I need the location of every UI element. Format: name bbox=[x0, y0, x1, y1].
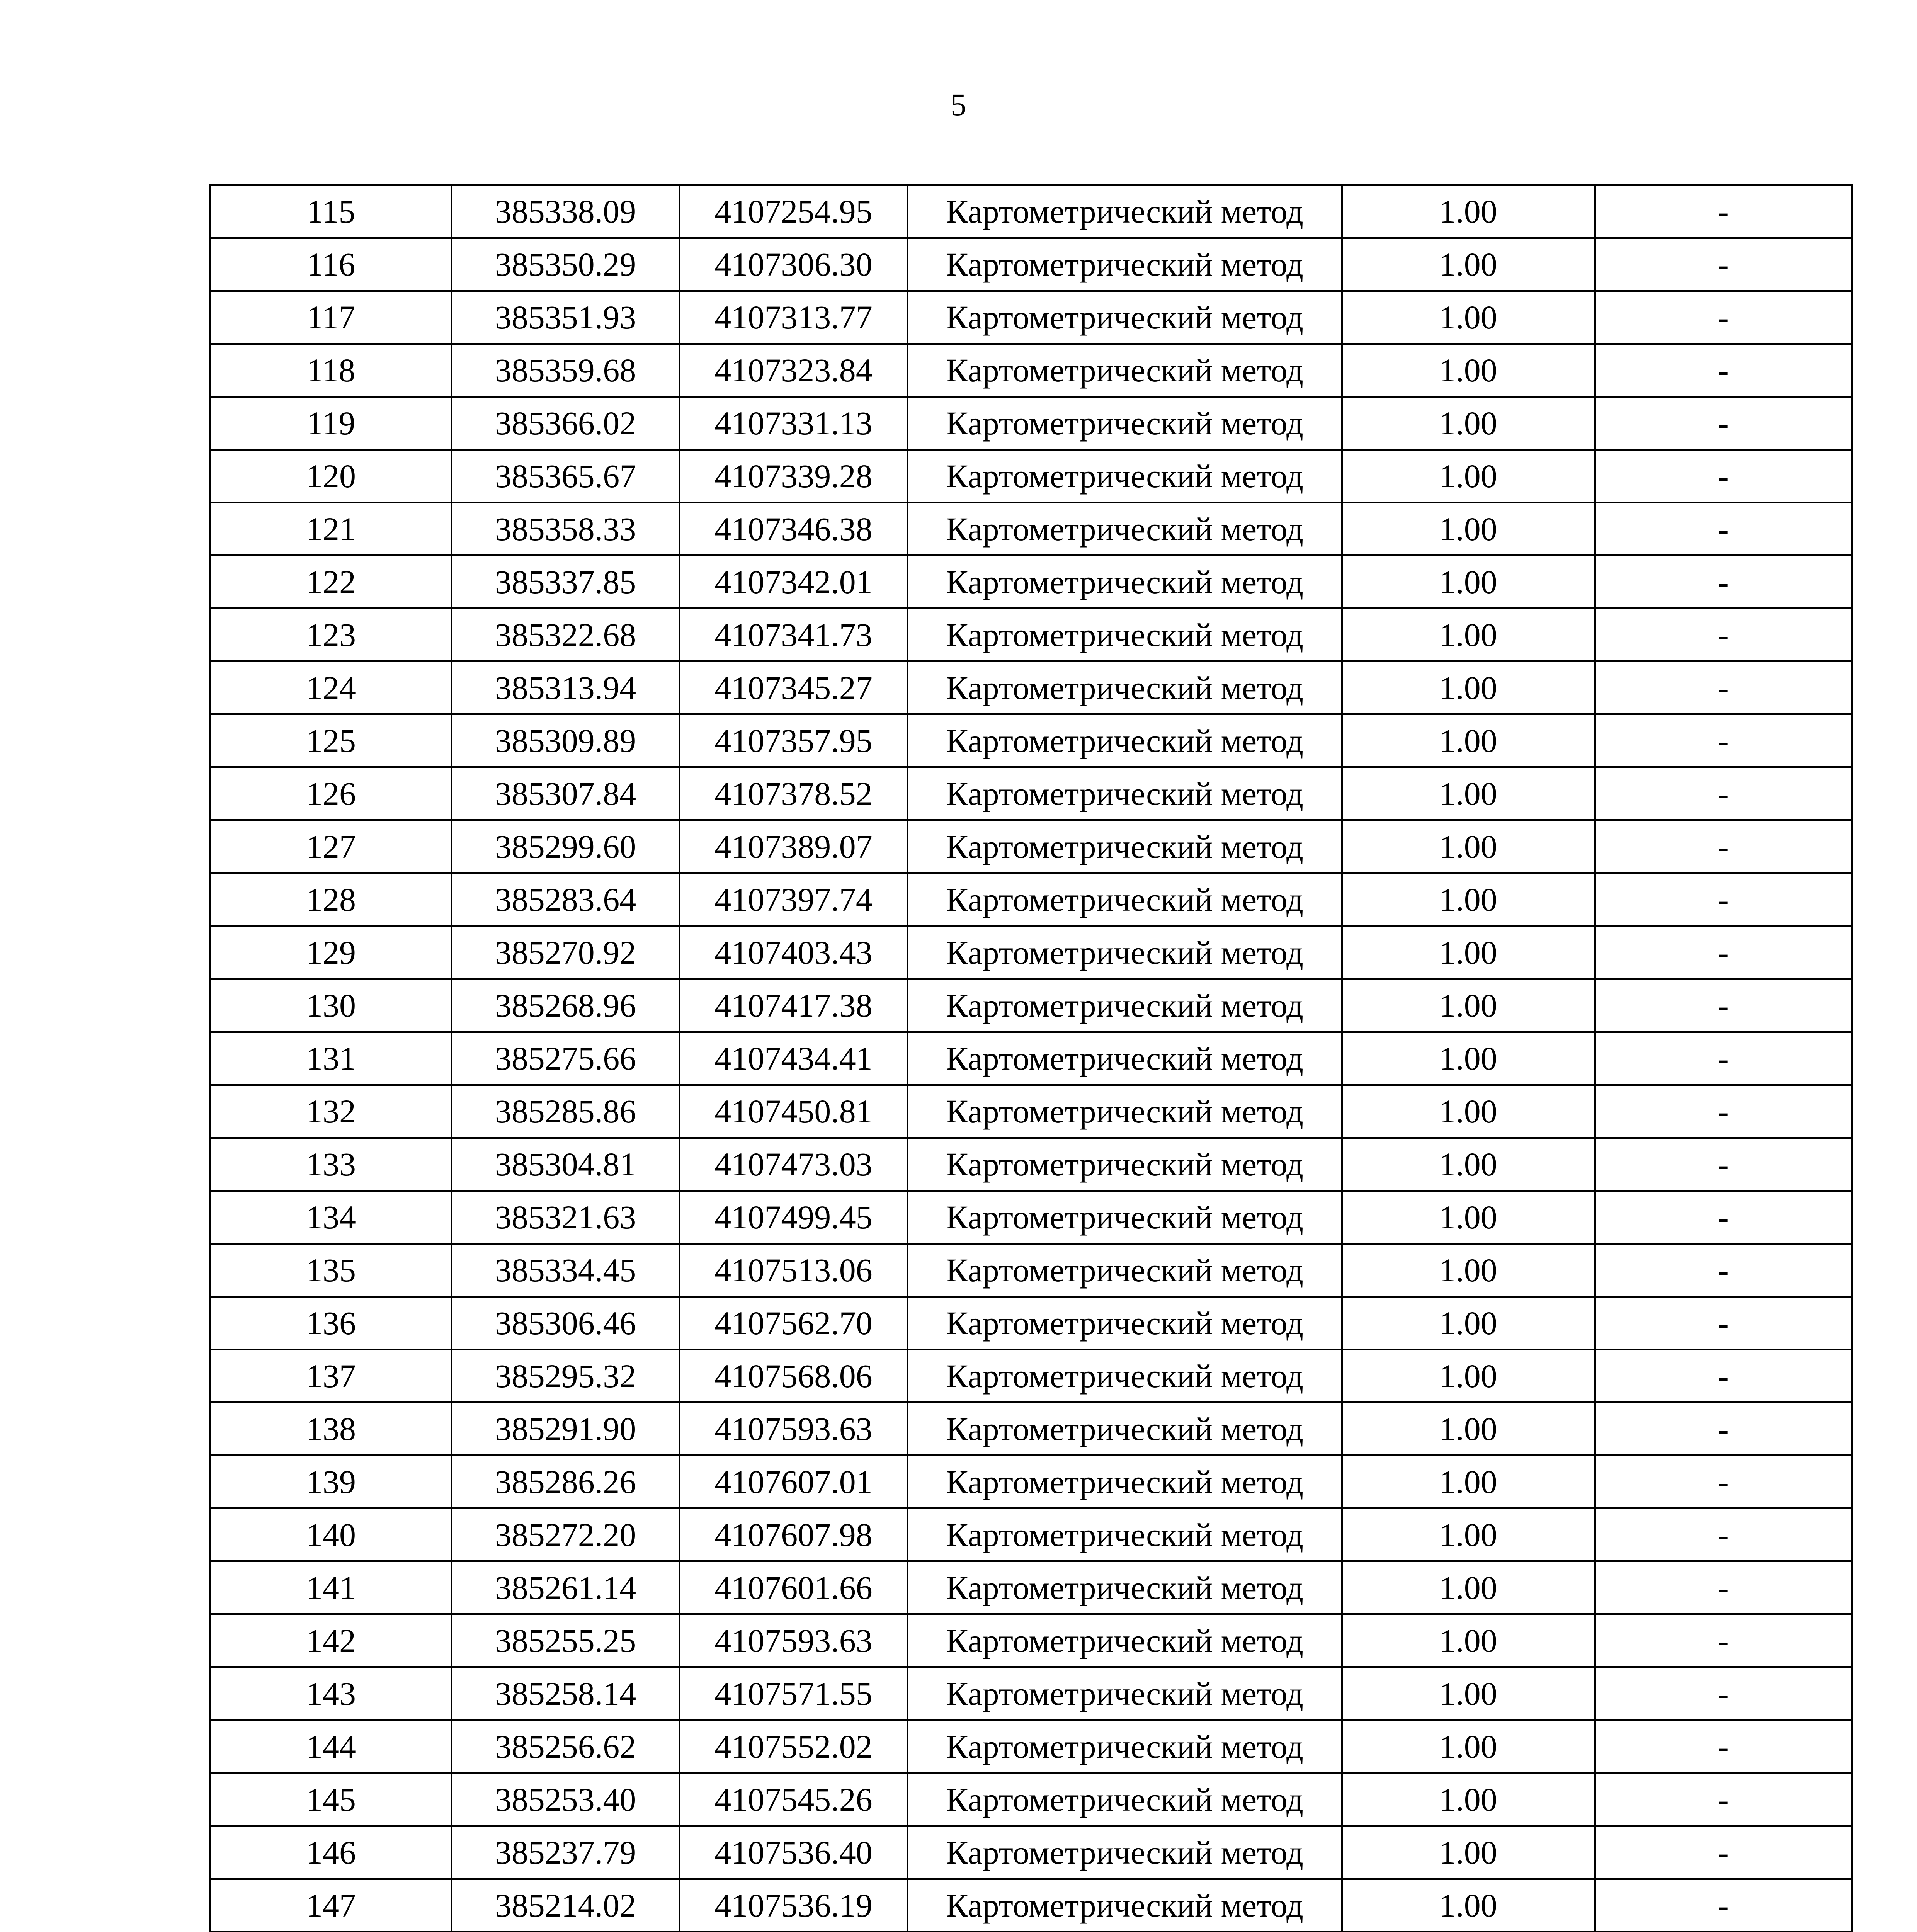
description-cell: - bbox=[1595, 1456, 1852, 1509]
point-number-cell: 137 bbox=[211, 1350, 452, 1403]
table-row bbox=[211, 662, 1852, 714]
table-row bbox=[211, 714, 1852, 767]
table-row bbox=[211, 1297, 1852, 1350]
description-cell: - bbox=[1595, 397, 1852, 450]
method-cell: Картометрический метод bbox=[908, 185, 1342, 238]
table-row bbox=[211, 397, 1852, 450]
accuracy-cell: 1.00 bbox=[1342, 1456, 1595, 1509]
y-coordinate-cell: 4107536.40 bbox=[680, 1826, 908, 1879]
method-cell: Картометрический метод bbox=[908, 1350, 1342, 1403]
point-number-cell: 143 bbox=[211, 1667, 452, 1720]
description-cell: - bbox=[1595, 979, 1852, 1032]
accuracy-cell: 1.00 bbox=[1342, 1403, 1595, 1456]
x-coordinate-cell: 385334.45 bbox=[452, 1244, 680, 1297]
x-coordinate-cell: 385272.20 bbox=[452, 1509, 680, 1561]
table-row bbox=[211, 291, 1852, 344]
method-cell: Картометрический метод bbox=[908, 503, 1342, 556]
method-cell: Картометрический метод bbox=[908, 609, 1342, 662]
method-cell: Картометрический метод bbox=[908, 714, 1342, 767]
y-coordinate-cell: 4107345.27 bbox=[680, 662, 908, 714]
y-coordinate-cell: 4107397.74 bbox=[680, 873, 908, 926]
description-cell: - bbox=[1595, 873, 1852, 926]
x-coordinate-cell: 385268.96 bbox=[452, 979, 680, 1032]
x-coordinate-cell: 385313.94 bbox=[452, 662, 680, 714]
y-coordinate-cell: 4107403.43 bbox=[680, 926, 908, 979]
method-cell: Картометрический метод bbox=[908, 1773, 1342, 1826]
description-cell: - bbox=[1595, 1614, 1852, 1667]
description-cell: - bbox=[1595, 238, 1852, 291]
table-row bbox=[211, 609, 1852, 662]
point-number-cell: 123 bbox=[211, 609, 452, 662]
x-coordinate-cell: 385359.68 bbox=[452, 344, 680, 397]
accuracy-cell: 1.00 bbox=[1342, 344, 1595, 397]
point-number-cell: 116 bbox=[211, 238, 452, 291]
point-number-cell: 144 bbox=[211, 1720, 452, 1773]
table-row bbox=[211, 1720, 1852, 1773]
method-cell: Картометрический метод bbox=[908, 979, 1342, 1032]
method-cell: Картометрический метод bbox=[908, 873, 1342, 926]
point-number-cell: 136 bbox=[211, 1297, 452, 1350]
table-row bbox=[211, 1456, 1852, 1509]
point-number-cell: 126 bbox=[211, 767, 452, 820]
description-cell: - bbox=[1595, 450, 1852, 503]
table-row bbox=[211, 1826, 1852, 1879]
point-number-cell: 141 bbox=[211, 1561, 452, 1614]
x-coordinate-cell: 385261.14 bbox=[452, 1561, 680, 1614]
method-cell: Картометрический метод bbox=[908, 344, 1342, 397]
table-row bbox=[211, 503, 1852, 556]
x-coordinate-cell: 385299.60 bbox=[452, 820, 680, 873]
y-coordinate-cell: 4107339.28 bbox=[680, 450, 908, 503]
table-row bbox=[211, 1509, 1852, 1561]
description-cell: - bbox=[1595, 1085, 1852, 1138]
method-cell: Картометрический метод bbox=[908, 291, 1342, 344]
y-coordinate-cell: 4107607.98 bbox=[680, 1509, 908, 1561]
table-row bbox=[211, 1614, 1852, 1667]
y-coordinate-cell: 4107346.38 bbox=[680, 503, 908, 556]
x-coordinate-cell: 385253.40 bbox=[452, 1773, 680, 1826]
x-coordinate-cell: 385365.67 bbox=[452, 450, 680, 503]
description-cell: - bbox=[1595, 609, 1852, 662]
method-cell: Картометрический метод bbox=[908, 1509, 1342, 1561]
point-number-cell: 134 bbox=[211, 1191, 452, 1244]
table-row bbox=[211, 1085, 1852, 1138]
table-row bbox=[211, 238, 1852, 291]
description-cell: - bbox=[1595, 1561, 1852, 1614]
accuracy-cell: 1.00 bbox=[1342, 1720, 1595, 1773]
accuracy-cell: 1.00 bbox=[1342, 979, 1595, 1032]
method-cell: Картометрический метод bbox=[908, 767, 1342, 820]
method-cell: Картометрический метод bbox=[908, 397, 1342, 450]
x-coordinate-cell: 385351.93 bbox=[452, 291, 680, 344]
method-cell: Картометрический метод bbox=[908, 820, 1342, 873]
accuracy-cell: 1.00 bbox=[1342, 1826, 1595, 1879]
point-number-cell: 147 bbox=[211, 1879, 452, 1932]
method-cell: Картометрический метод bbox=[908, 1561, 1342, 1614]
y-coordinate-cell: 4107473.03 bbox=[680, 1138, 908, 1191]
point-number-cell: 135 bbox=[211, 1244, 452, 1297]
method-cell: Картометрический метод bbox=[908, 1456, 1342, 1509]
y-coordinate-cell: 4107254.95 bbox=[680, 185, 908, 238]
method-cell: Картометрический метод bbox=[908, 1879, 1342, 1932]
point-number-cell: 118 bbox=[211, 344, 452, 397]
description-cell: - bbox=[1595, 1773, 1852, 1826]
method-cell: Картометрический метод bbox=[908, 1614, 1342, 1667]
y-coordinate-cell: 4107562.70 bbox=[680, 1297, 908, 1350]
accuracy-cell: 1.00 bbox=[1342, 503, 1595, 556]
point-number-cell: 138 bbox=[211, 1403, 452, 1456]
table-row bbox=[211, 767, 1852, 820]
description-cell: - bbox=[1595, 1350, 1852, 1403]
accuracy-cell: 1.00 bbox=[1342, 662, 1595, 714]
point-number-cell: 131 bbox=[211, 1032, 452, 1085]
point-number-cell: 146 bbox=[211, 1826, 452, 1879]
x-coordinate-cell: 385214.02 bbox=[452, 1879, 680, 1932]
accuracy-cell: 1.00 bbox=[1342, 1773, 1595, 1826]
y-coordinate-cell: 4107331.13 bbox=[680, 397, 908, 450]
method-cell: Картометрический метод bbox=[908, 1191, 1342, 1244]
table-row bbox=[211, 1667, 1852, 1720]
table-row bbox=[211, 1244, 1852, 1297]
description-cell: - bbox=[1595, 820, 1852, 873]
accuracy-cell: 1.00 bbox=[1342, 238, 1595, 291]
table-row bbox=[211, 1032, 1852, 1085]
description-cell: - bbox=[1595, 1244, 1852, 1297]
method-cell: Картометрический метод bbox=[908, 450, 1342, 503]
accuracy-cell: 1.00 bbox=[1342, 714, 1595, 767]
accuracy-cell: 1.00 bbox=[1342, 926, 1595, 979]
point-number-cell: 130 bbox=[211, 979, 452, 1032]
method-cell: Картометрический метод bbox=[908, 556, 1342, 609]
description-cell: - bbox=[1595, 767, 1852, 820]
table-row bbox=[211, 873, 1852, 926]
page-number: 5 bbox=[951, 87, 966, 122]
accuracy-cell: 1.00 bbox=[1342, 1138, 1595, 1191]
accuracy-cell: 1.00 bbox=[1342, 1085, 1595, 1138]
table-row bbox=[211, 926, 1852, 979]
x-coordinate-cell: 385321.63 bbox=[452, 1191, 680, 1244]
y-coordinate-cell: 4107342.01 bbox=[680, 556, 908, 609]
method-cell: Картометрический метод bbox=[908, 926, 1342, 979]
point-number-cell: 139 bbox=[211, 1456, 452, 1509]
y-coordinate-cell: 4107499.45 bbox=[680, 1191, 908, 1244]
y-coordinate-cell: 4107378.52 bbox=[680, 767, 908, 820]
method-cell: Картометрический метод bbox=[908, 1032, 1342, 1085]
x-coordinate-cell: 385275.66 bbox=[452, 1032, 680, 1085]
x-coordinate-cell: 385307.84 bbox=[452, 767, 680, 820]
method-cell: Картометрический метод bbox=[908, 1085, 1342, 1138]
y-coordinate-cell: 4107417.38 bbox=[680, 979, 908, 1032]
point-number-cell: 124 bbox=[211, 662, 452, 714]
accuracy-cell: 1.00 bbox=[1342, 556, 1595, 609]
table-row bbox=[211, 1191, 1852, 1244]
method-cell: Картометрический метод bbox=[908, 1667, 1342, 1720]
description-cell: - bbox=[1595, 926, 1852, 979]
x-coordinate-cell: 385306.46 bbox=[452, 1297, 680, 1350]
y-coordinate-cell: 4107434.41 bbox=[680, 1032, 908, 1085]
accuracy-cell: 1.00 bbox=[1342, 873, 1595, 926]
x-coordinate-cell: 385285.86 bbox=[452, 1085, 680, 1138]
description-cell: - bbox=[1595, 1191, 1852, 1244]
y-coordinate-cell: 4107313.77 bbox=[680, 291, 908, 344]
y-coordinate-cell: 4107357.95 bbox=[680, 714, 908, 767]
x-coordinate-cell: 385338.09 bbox=[452, 185, 680, 238]
point-number-cell: 117 bbox=[211, 291, 452, 344]
description-cell: - bbox=[1595, 1297, 1852, 1350]
accuracy-cell: 1.00 bbox=[1342, 1244, 1595, 1297]
x-coordinate-cell: 385256.62 bbox=[452, 1720, 680, 1773]
method-cell: Картометрический метод bbox=[908, 1826, 1342, 1879]
y-coordinate-cell: 4107323.84 bbox=[680, 344, 908, 397]
accuracy-cell: 1.00 bbox=[1342, 291, 1595, 344]
point-number-cell: 115 bbox=[211, 185, 452, 238]
accuracy-cell: 1.00 bbox=[1342, 1667, 1595, 1720]
point-number-cell: 133 bbox=[211, 1138, 452, 1191]
table-row bbox=[211, 820, 1852, 873]
coordinates-table bbox=[209, 184, 1853, 1932]
table-row bbox=[211, 450, 1852, 503]
y-coordinate-cell: 4107341.73 bbox=[680, 609, 908, 662]
point-number-cell: 142 bbox=[211, 1614, 452, 1667]
y-coordinate-cell: 4107552.02 bbox=[680, 1720, 908, 1773]
description-cell: - bbox=[1595, 185, 1852, 238]
y-coordinate-cell: 4107568.06 bbox=[680, 1350, 908, 1403]
x-coordinate-cell: 385350.29 bbox=[452, 238, 680, 291]
table-row bbox=[211, 1138, 1852, 1191]
description-cell: - bbox=[1595, 1879, 1852, 1932]
method-cell: Картометрический метод bbox=[908, 1720, 1342, 1773]
description-cell: - bbox=[1595, 1720, 1852, 1773]
accuracy-cell: 1.00 bbox=[1342, 767, 1595, 820]
x-coordinate-cell: 385309.89 bbox=[452, 714, 680, 767]
coordinates-table-body bbox=[211, 185, 1852, 1932]
table-row bbox=[211, 1403, 1852, 1456]
table-row bbox=[211, 1561, 1852, 1614]
description-cell: - bbox=[1595, 1509, 1852, 1561]
method-cell: Картометрический метод bbox=[908, 1297, 1342, 1350]
y-coordinate-cell: 4107601.66 bbox=[680, 1561, 908, 1614]
accuracy-cell: 1.00 bbox=[1342, 1561, 1595, 1614]
y-coordinate-cell: 4107536.19 bbox=[680, 1879, 908, 1932]
point-number-cell: 119 bbox=[211, 397, 452, 450]
table-row bbox=[211, 979, 1852, 1032]
table-row bbox=[211, 1879, 1852, 1932]
method-cell: Картометрический метод bbox=[908, 1138, 1342, 1191]
table-row bbox=[211, 1350, 1852, 1403]
x-coordinate-cell: 385295.32 bbox=[452, 1350, 680, 1403]
method-cell: Картометрический метод bbox=[908, 238, 1342, 291]
point-number-cell: 132 bbox=[211, 1085, 452, 1138]
method-cell: Картометрический метод bbox=[908, 1244, 1342, 1297]
table-row bbox=[211, 185, 1852, 238]
x-coordinate-cell: 385304.81 bbox=[452, 1138, 680, 1191]
y-coordinate-cell: 4107545.26 bbox=[680, 1773, 908, 1826]
x-coordinate-cell: 385258.14 bbox=[452, 1667, 680, 1720]
accuracy-cell: 1.00 bbox=[1342, 1297, 1595, 1350]
method-cell: Картометрический метод bbox=[908, 662, 1342, 714]
y-coordinate-cell: 4107389.07 bbox=[680, 820, 908, 873]
x-coordinate-cell: 385283.64 bbox=[452, 873, 680, 926]
accuracy-cell: 1.00 bbox=[1342, 1032, 1595, 1085]
accuracy-cell: 1.00 bbox=[1342, 1614, 1595, 1667]
point-number-cell: 140 bbox=[211, 1509, 452, 1561]
x-coordinate-cell: 385237.79 bbox=[452, 1826, 680, 1879]
table-row bbox=[211, 344, 1852, 397]
point-number-cell: 122 bbox=[211, 556, 452, 609]
accuracy-cell: 1.00 bbox=[1342, 820, 1595, 873]
description-cell: - bbox=[1595, 503, 1852, 556]
description-cell: - bbox=[1595, 1826, 1852, 1879]
x-coordinate-cell: 385337.85 bbox=[452, 556, 680, 609]
x-coordinate-cell: 385255.25 bbox=[452, 1614, 680, 1667]
point-number-cell: 127 bbox=[211, 820, 452, 873]
point-number-cell: 125 bbox=[211, 714, 452, 767]
method-cell: Картометрический метод bbox=[908, 1403, 1342, 1456]
x-coordinate-cell: 385322.68 bbox=[452, 609, 680, 662]
y-coordinate-cell: 4107593.63 bbox=[680, 1403, 908, 1456]
accuracy-cell: 1.00 bbox=[1342, 1350, 1595, 1403]
accuracy-cell: 1.00 bbox=[1342, 1879, 1595, 1932]
point-number-cell: 128 bbox=[211, 873, 452, 926]
x-coordinate-cell: 385270.92 bbox=[452, 926, 680, 979]
description-cell: - bbox=[1595, 714, 1852, 767]
y-coordinate-cell: 4107450.81 bbox=[680, 1085, 908, 1138]
y-coordinate-cell: 4107571.55 bbox=[680, 1667, 908, 1720]
description-cell: - bbox=[1595, 1032, 1852, 1085]
y-coordinate-cell: 4107593.63 bbox=[680, 1614, 908, 1667]
description-cell: - bbox=[1595, 1138, 1852, 1191]
point-number-cell: 121 bbox=[211, 503, 452, 556]
point-number-cell: 120 bbox=[211, 450, 452, 503]
description-cell: - bbox=[1595, 1667, 1852, 1720]
x-coordinate-cell: 385358.33 bbox=[452, 503, 680, 556]
point-number-cell: 145 bbox=[211, 1773, 452, 1826]
x-coordinate-cell: 385366.02 bbox=[452, 397, 680, 450]
accuracy-cell: 1.00 bbox=[1342, 1191, 1595, 1244]
table-row bbox=[211, 1773, 1852, 1826]
x-coordinate-cell: 385286.26 bbox=[452, 1456, 680, 1509]
accuracy-cell: 1.00 bbox=[1342, 450, 1595, 503]
point-number-cell: 129 bbox=[211, 926, 452, 979]
accuracy-cell: 1.00 bbox=[1342, 397, 1595, 450]
description-cell: - bbox=[1595, 1403, 1852, 1456]
y-coordinate-cell: 4107607.01 bbox=[680, 1456, 908, 1509]
accuracy-cell: 1.00 bbox=[1342, 185, 1595, 238]
description-cell: - bbox=[1595, 556, 1852, 609]
description-cell: - bbox=[1595, 344, 1852, 397]
x-coordinate-cell: 385291.90 bbox=[452, 1403, 680, 1456]
description-cell: - bbox=[1595, 291, 1852, 344]
table-row bbox=[211, 556, 1852, 609]
accuracy-cell: 1.00 bbox=[1342, 1509, 1595, 1561]
accuracy-cell: 1.00 bbox=[1342, 609, 1595, 662]
description-cell: - bbox=[1595, 662, 1852, 714]
y-coordinate-cell: 4107306.30 bbox=[680, 238, 908, 291]
y-coordinate-cell: 4107513.06 bbox=[680, 1244, 908, 1297]
